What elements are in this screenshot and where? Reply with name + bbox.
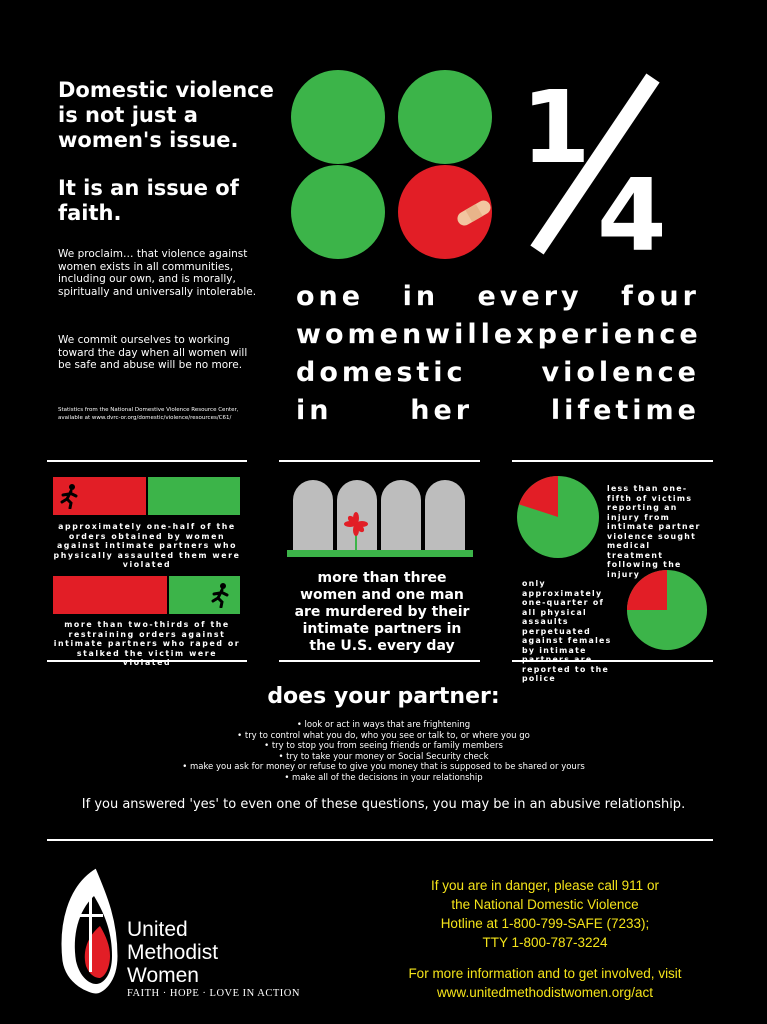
panel2-top-rule [279, 460, 480, 462]
org-name-line2: Methodist [127, 941, 219, 964]
footer-line: If you are in danger, please call 911 or [431, 878, 659, 893]
tombstone-1 [293, 480, 333, 550]
org-name-line1: United [127, 918, 188, 941]
circle-green-3 [291, 165, 385, 259]
org-name-line3: Women [127, 964, 199, 987]
intro-headline: Domestic violence is not just a women's issue. [58, 78, 274, 152]
stat-word: experience [493, 319, 702, 350]
answer-statement: If you answered 'yes' to even one of these questions, you may be in an abusive relationship. [81, 797, 686, 812]
orders-two-thirds-kept-bar [169, 576, 240, 614]
running-person-icon [208, 582, 234, 608]
grass-strip [287, 550, 473, 557]
stat-word: her [410, 395, 474, 426]
partner-question: • try to stop you from seeing friends or family members [264, 741, 503, 752]
stat-statement [296, 278, 700, 430]
footer-line: For more information and to get involved, visit [408, 966, 682, 981]
partner-title: does your partner: [267, 684, 500, 709]
source-note: Statistics from the National Domestive Violence Resource Center, available at www.dvrc-or.org/domestic/violence/resources/C61/ [58, 407, 239, 421]
murders-caption: more than three women and one man are murdered by their intimate partners in the U.S. every day [294, 570, 470, 654]
orders-half-caption: approximately one-half of the orders obtained by women against intimate partners who physically assaulted them were violated [53, 522, 241, 569]
orders-two-thirds-violated-bar [53, 576, 167, 614]
danger-hotline-text [380, 876, 710, 952]
stat-word: violence [541, 357, 700, 388]
pie-red-slice [627, 570, 667, 610]
reported-caption: only approximately one-quarter of all physical assaults perpetuated against females by intimate partners are reported to the police [522, 579, 612, 683]
fraction-numerator: 1 [521, 70, 591, 186]
circle-red-bandaged [398, 165, 492, 259]
partner-question: • try to take your money or Social Security check [278, 751, 489, 762]
stat-word: four [621, 281, 700, 312]
org-name [127, 918, 218, 987]
footer-line: Hotline at 1-800-799-SAFE (7233); [440, 916, 650, 931]
footer-rule [47, 839, 713, 841]
footer-line: the National Domestic Violence [451, 897, 639, 912]
partner-question: • make all of the decisions in your relationship [284, 772, 483, 783]
commit-text: We commit ourselves to working toward the day when all women will be safe and abuse will be no more. [58, 334, 248, 371]
partner-question: • make you ask for money or refuse to give you money that is supposed to be shared or yours [182, 762, 585, 773]
more-info-text [380, 964, 710, 1002]
orders-half-kept-bar [148, 477, 240, 515]
stat-line [296, 278, 700, 316]
tombstone-3 [381, 480, 421, 550]
proclaim-text: We proclaim… that violence against women exists in all communities, including our own, and is morally, spiritually and universally intolerable. [58, 248, 257, 298]
partner-question: • look or act in ways that are frightening [296, 720, 471, 730]
stat-word: one [296, 281, 365, 312]
partner-question: • try to control what you do, who you see or talk to, or where you go [237, 730, 530, 741]
stat-word: every [477, 281, 583, 312]
united-methodist-women-logo [56, 866, 124, 996]
stat-line [296, 392, 700, 430]
cross-icon [89, 894, 92, 972]
circle-green-2 [398, 70, 492, 164]
footer-line: TTY 1-800-787-3224 [482, 935, 608, 950]
stat-word: in [402, 281, 440, 312]
injury-caption: less than one-fifth of victims reporting an injury from intimate partner violence sought medical treatment following the injury [607, 484, 701, 579]
panel2-bottom-rule [279, 660, 480, 662]
running-person-icon [57, 483, 83, 509]
bandage-icon [398, 165, 492, 259]
stat-word: in [296, 395, 333, 426]
stat-line [296, 354, 700, 392]
footer-line: www.unitedmethodistwomen.org/act [436, 985, 654, 1000]
stat-word: women [296, 319, 426, 350]
circle-green-1 [291, 70, 385, 164]
stat-line [296, 316, 700, 354]
stat-word: domestic [296, 357, 467, 388]
tombstone-4 [425, 480, 465, 550]
stat-word: will [425, 319, 494, 350]
injury-pie-chart [516, 475, 600, 559]
tombstones-illustration [285, 478, 475, 560]
org-tagline: FAITH · HOPE · LOVE IN ACTION [127, 988, 300, 999]
panel3-top-rule [512, 460, 713, 462]
partner-questions [0, 720, 767, 784]
fraction-denominator: 4 [597, 157, 667, 255]
one-quarter-fraction [515, 70, 690, 255]
reported-pie-chart [626, 569, 708, 651]
orders-half-violated-bar [53, 477, 146, 515]
orders-two-thirds-caption: more than two-thirds of the restraining orders against intimate partners who raped or stalked the victim were violated [53, 620, 241, 667]
stat-word: lifetime [550, 395, 700, 426]
panel1-top-rule [47, 460, 247, 462]
faith-line: It is an issue of faith. [58, 176, 239, 225]
